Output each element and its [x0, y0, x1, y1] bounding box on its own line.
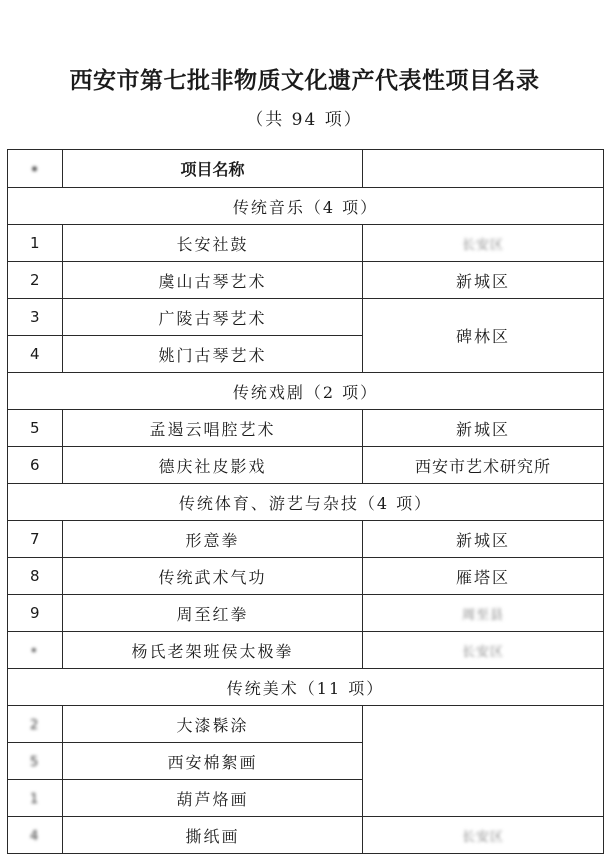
- row-number: 9: [8, 595, 63, 632]
- category-label: 传统体育、游艺与杂技（4 项）: [8, 484, 604, 521]
- area-cell: 新城区: [363, 262, 604, 299]
- table-row: [8, 521, 604, 558]
- category-row: [8, 373, 604, 410]
- header-area: [363, 150, 604, 188]
- row-number: 3: [8, 299, 63, 336]
- area-cell: [363, 632, 604, 669]
- project-name: 长安社鼓: [63, 225, 363, 262]
- project-name: 姚门古琴艺术: [63, 336, 363, 373]
- area-cell: 碑林区: [363, 299, 604, 373]
- table-row: [8, 447, 604, 484]
- table-row: [8, 595, 604, 632]
- row-number: 2: [8, 706, 63, 743]
- area-cell: 西安市艺术研究所: [363, 447, 604, 484]
- project-name: 孟遏云唱腔艺术: [63, 410, 363, 447]
- row-number: 4: [8, 817, 63, 854]
- header-project-name: 项目名称: [63, 150, 363, 188]
- table-row: [8, 706, 604, 743]
- area-cell: [363, 817, 604, 854]
- row-number: 1: [8, 780, 63, 817]
- project-name: 形意拳: [63, 521, 363, 558]
- project-name: 西安棉絮画: [63, 743, 363, 780]
- row-number: 2: [8, 262, 63, 299]
- project-name: 葫芦烙画: [63, 780, 363, 817]
- area-cell: 新城区: [363, 521, 604, 558]
- category-row: [8, 188, 604, 225]
- row-number: 1: [8, 225, 63, 262]
- item-count: （共 94 项）: [246, 110, 363, 130]
- area-cell: 雁塔区: [363, 558, 604, 595]
- area-cell: [363, 595, 604, 632]
- project-name: 杨氏老架班侯太极拳: [63, 632, 363, 669]
- category-label: 传统戏剧（2 项）: [8, 373, 604, 410]
- header-number: •: [8, 150, 63, 188]
- area-blurred: 周至县: [461, 607, 504, 623]
- row-number: 7: [8, 521, 63, 558]
- row-number: 5: [8, 743, 63, 780]
- table-row: [8, 632, 604, 669]
- area-blurred: 长安区: [461, 829, 504, 845]
- row-number: •: [8, 632, 63, 669]
- table-row: [8, 817, 604, 854]
- area-cell: [363, 225, 604, 262]
- project-name: 撕纸画: [63, 817, 363, 854]
- table-row: [8, 558, 604, 595]
- category-row: [8, 669, 604, 706]
- area-blurred: 长安区: [461, 237, 504, 253]
- project-name: 虞山古琴艺术: [63, 262, 363, 299]
- table-row: [8, 299, 604, 336]
- project-name: 大漆髹涂: [63, 706, 363, 743]
- area-blurred: 长安区: [461, 644, 504, 660]
- row-number: 5: [8, 410, 63, 447]
- category-label: 传统美术（11 项）: [8, 669, 604, 706]
- row-number: 8: [8, 558, 63, 595]
- heritage-list-table: [7, 149, 604, 854]
- area-cell: [363, 706, 604, 817]
- category-row: [8, 484, 604, 521]
- category-label: 传统音乐（4 项）: [8, 188, 604, 225]
- row-number: 4: [8, 336, 63, 373]
- table-row: [8, 225, 604, 262]
- project-name: 传统武术气功: [63, 558, 363, 595]
- document-title: 西安市第七批非物质文化遗产代表性项目名录: [69, 67, 540, 94]
- table-row: [8, 410, 604, 447]
- table-row: [8, 262, 604, 299]
- project-name: 周至红拳: [63, 595, 363, 632]
- project-name: 德庆社皮影戏: [63, 447, 363, 484]
- table-header-row: [8, 150, 604, 188]
- area-cell: 新城区: [363, 410, 604, 447]
- row-number: 6: [8, 447, 63, 484]
- project-name: 广陵古琴艺术: [63, 299, 363, 336]
